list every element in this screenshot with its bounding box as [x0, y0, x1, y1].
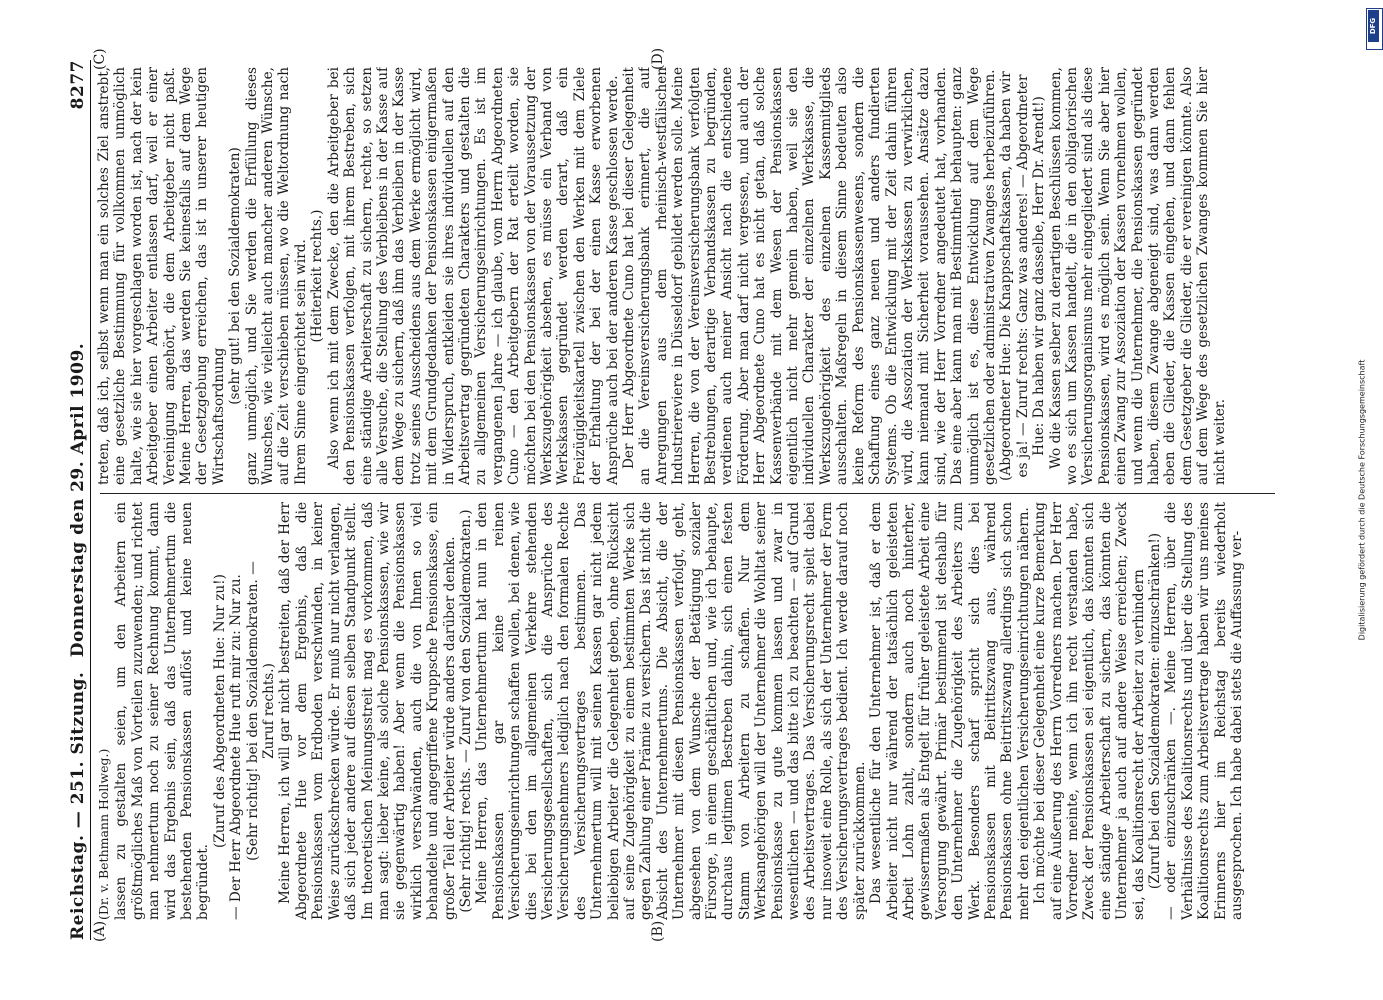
paragraph: Meine Herren, das Unternehmertum hat nun in den Pensionskassen gar keine reinen Versicherungseinrichtungen schaffen wollen, bei denen, wie dies bei den im allgemeinen Verkehre stehenden Versicherungsgesellschaften, sich die Ansprüche des Versicherungsnehmers lediglich nach den formalen Rechte des Versicherungsvertrages bestimmen. Das Unternehmertum will mit seinen Kassen gar nicht jedem beliebigen Arbeiter die Gelegenheit geben, ohne Rücksicht auf seine Zugehörigkeit zu einem bestimmten Werke sich gegen Zahlung einer Prämie zu versichern. Das ist nicht die Absicht des Unternehmertums. Die Absicht, die der Unternehmer mit diesen Pensionskassen verfolgt, geht, abgesehen von dem Wunsche der Betätigung sozialer Fürsorge, in einem geschäftlichen und, wie ich behaupte, durchaus legitimen Bestreben dahin, sich einen festen Stamm von Arbeitern zu schaffen. Nur dem Werksangehörigen will der Unternehmer die Wohltat seiner Pensionskasse zu gute kommen lassen und zwar in wesentlichen — und das bitte ich zu beachten — auf Grund des Arbeitsvertrages. Das Versicherungsrecht spielt dabei nur insoweit eine Rolle, als sich der Unternehmer der Form des Versicherungsvertrages bedient. Ich werde darauf noch später zurückkommen.	[474, 502, 868, 920]
paragraph: Der Herr Abgeordnete Cuno hat bei dieser Gelegenheit an die Vereinsversicherungsbank erinnert, die auf Anregungen aus dem rheinisch-westfälischen Industriereviere in Düsseldorf gebildet werden solle. Meine Herren, die von der Vereinsversicherungsbank verfolgten Bestrebungen, derartige Verbandskassen zu begründen, verdienen auch meiner Ansicht nach die entschiedene Förderung. Aber man darf nicht vergessen, und auch der Herr Abgeordnete Cuno hat es nicht getan, daß solche Kassenverbände mit dem Wesen der Pensionskassen eigentlich nicht mehr gemein haben, weil sie den individuellen Charakter der einzelnen Werkskasse, die Werkszugehörigkeit des einzelnen Kassenmitglieds ausschalten. Maßregeln in diesem Sinne bedeuten also keine Reform des Pensionskassenwesens, sondern die Schaffung eines ganz neuen und anders fundierten Systems. Ob die Entwicklung mit der Zeit dahin führen wird, die Assoziation der Werkskassen zu verwirklichen, kann niemand mit Sicherheit voraussehen. Ansätze dazu sind, wie der Herr Vorredner angedeutet hat, vorhanden. Das eine aber kann man mit Bestimmtheit behaupten: ganz unmöglich ist es, diese Entwicklung auf dem Wege gesetzlichen oder administrativen Zwanges herbeizuführen.	[621, 67, 998, 485]
page-number: 8277	[68, 60, 88, 110]
interjection: (Sehr richtig! rechts. — Zuruf von den Sozialdemokraten.)	[457, 509, 474, 913]
interjection: (Abgeordneter Hue: Die Knappschaftskassen, da haben wir es ja! — Zuruf rechts: Ganz was anderes! — Abgeordneter Hue: Da haben wir ganz dasselbe, Herr Dr. Arendt!)	[998, 71, 1048, 481]
paragraph: — oder einzuschränken —. Meine Herren, über die Verhältnisse des Koalitionsrechts und über die Stellung des Koalitionsrechts zum Arbeitsvertrage haben wir uns meines Erinnerns hier im Reichstag bereits wiederholt ausgesprochen. Ich habe dabei stets die Auffassung ver-	[1163, 502, 1246, 920]
paragraph: lassen zu gestalten seien, um den Arbeitern ein größtmögliches Maß von Vorteilen zuzuwenden; und richtet man nehmertum noch zu seiner Rechnung kommt, dann wird das Ergebnis sein, daß das Unternehmertum die bestehenden Pensionskassen auflöst und keine neuen begründet.	[113, 502, 212, 920]
paragraph: Wo die Kassen selber zu derartigen Beschlüssen kommen, wo es sich um Kassen handelt, die in den obligatorischen Versicherungsorganismus mehr eingegliedert sind als diese Pensionskassen, wird es möglich sein. Wenn Sie aber hier einen Zwang zur Assoziation der Kassen vornehmen wollen, und wenn die Unternehmer, die Pensionskassen gegründet haben, diesem Zwange abgeneigt sind, was dann werden eben die Glieder, die Kassen eingehen, und dann fehlen dem Gesetzgeber die Glieder, die er vereinigen könnte. Also auf dem Wege des gesetzlichen Zwanges kommen Sie hier nicht weiter.	[1047, 67, 1228, 485]
running-head	[68, 60, 91, 940]
dfg-logo	[1368, 10, 1379, 42]
interjection: (Zuruf bei den Sozialdemokraten: einzuschränken!)	[1147, 532, 1163, 890]
margin-marker-d: (D)	[650, 47, 666, 70]
running-head-left: Reichstag. — 251. Sitzung.	[68, 671, 88, 940]
paragraph: Meine Herren, ich will gar nicht bestreiten, daß der Herr Abgeordnete Hue vor dem Ergebnis, daß die Pensionskassen vom Erdboden verschwinden, in keiner Weise zurückschrecken würde. Er muß nur nicht verlangen, daß sich jeder andere auf diesen selben Standpunkt stellt. Im theoretischen Meinungsstreit mag es vorkommen, daß man sagt: lieber keine, als solche Pensionskassen, wie wir sie gegenwärtig haben! Aber wenn die Pensionskassen wirklich verschwänden, auch die von Ihnen so viel behandelte und angegriffene Kruppsche Pensionskasse, ein großer Teil der Arbeiter würde anders darüber denken.	[277, 502, 458, 920]
column-rule	[100, 493, 1275, 494]
interjection: Zuruf rechts.)	[261, 663, 278, 759]
running-head-center: Donnerstag den 29. April 1909.	[68, 342, 88, 658]
paragraph: ganz unmöglich, und Sie werden die Erfüllung dieses Wunsches, wie vielleicht auch mancher anderen Wünsche, auf die Zeit verschieben müssen, wo die Weltordnung nach Ihrem Sinne eingerichtet sein wird.	[243, 67, 309, 485]
speaker-head: (Dr. v. Bethmann Hollweg.)	[96, 748, 111, 920]
interjection: (sehr gut! bei den Sozialdemokraten)	[227, 147, 244, 405]
paragraph: treten, daß ich, selbst wenn man ein solches Ziel anstrebt, eine gesetzliche Bestimmung für vollkommen unmöglich halte, wie sie hier vorgeschlagen worden ist, nach der kein Arbeitgeber einen Arbeiter entlassen darf, weil er einer Vereinigung angehört, die dem Arbeitgeber nicht paßt. Meine Herren, das werden Sie keinesfalls auf dem Wege der Gesetzgebung erreichen, das ist in unserer heutigen Wirtschaftsordnung	[96, 67, 227, 485]
paragraph: Also wenn ich mit dem Zwecke, den die Arbeitgeber bei den Pensionskassen verfolgen, mit ihrem Bestreben, sich eine ständige Arbeiterschaft zu sichern, rechte, so setzen alle Versuche, die Stellung des Verbleibens in der Kasse auf dem Wege zu sichern, daß ihm das Verbleiben in der Kasse trotz seines Ausscheidens aus dem Werke ermöglicht wird, mit dem Grundgedanken der Pensionskassen einigermaßen in Widerspruch, entkleiden sie ihres individuellen auf den Arbeitsvertrag gegründeten Charakters und gestalten die zu allgemeinen Versicherungseinrichtungen. Es ist im vergangenen Jahre — ich glaube, vom Herrn Abgeordneten Cuno — den Arbeitgebern der Rat erteilt worden, sie möchten bei den Pensionskassen von der Voraussetzung der Werkszugehörigkeit absehen, es müsse ein Verband von Werkskassen gegründet werden derart, daß ein Freizügigkeitskartell zwischen den Werken mit dem Ziele der Erhaltung der bei der einen Kasse erworbenen Ansprüche auch bei der anderen Kasse geschlossen werde.	[325, 67, 621, 485]
paragraph: Ich möchte bei dieser Gelegenheit eine kurze Bemerkung auf eine Äußerung des Herrn Vorredners machen. Der Herr Vorredner meinte, wenn ich ihn recht verstanden habe, Zweck der Pensionskassen sei eigentlich, das könnten sich eine ständige Arbeiterschaft zu sichern, das könnten die Unternehmer ja auch auf andere Weise erreichen; Zweck sei, das Koalitionsrecht der Arbeiter zu verhindern	[1032, 502, 1147, 920]
left-column	[96, 502, 1276, 920]
right-column	[96, 67, 1276, 485]
interjection: (Zuruf des Abgeordneten Hue: Nur zu!)	[211, 574, 228, 848]
dfg-logo-text: DFG	[1369, 17, 1378, 35]
margin-marker-a: (A)	[92, 920, 108, 942]
margin-marker-b: (B)	[650, 920, 666, 942]
paragraph: — Der Herr Abgeordnete Hue ruft mir zu: Nur zu.	[228, 574, 245, 920]
paragraph: Das wesentliche für den Unternehmer ist, daß er dem Arbeiter nicht nur während der tatsächlich geleisteten Arbeit Lohn zahlt, sondern auch noch hinterher, gewissermaßen als Entgelt für früher geleistete Arbeit eine Versorgung gewährt. Primär bestimmend ist deshalb für den Unternehmer die Zugehörigkeit des Arbeiters zum Werk. Besonders scharf spricht sich dies bei Pensionskassen mit Beitrittszwang aus, während Pensionskassen ohne Beitrittszwang allerdings sich schon mehr den eigentlichen Versicherungseinrichtungen nähern.	[868, 502, 1032, 920]
interjection: (Sehr richtig! bei den Sozialdemokraten. —	[244, 561, 261, 861]
interjection: (Heiterkeit rechts.)	[309, 209, 326, 343]
margin-marker-c: (C)	[92, 48, 108, 70]
digitization-credit: Digitalisierung gefördert durch die Deutsche Forschungsgemeinschaft	[1357, 359, 1367, 641]
